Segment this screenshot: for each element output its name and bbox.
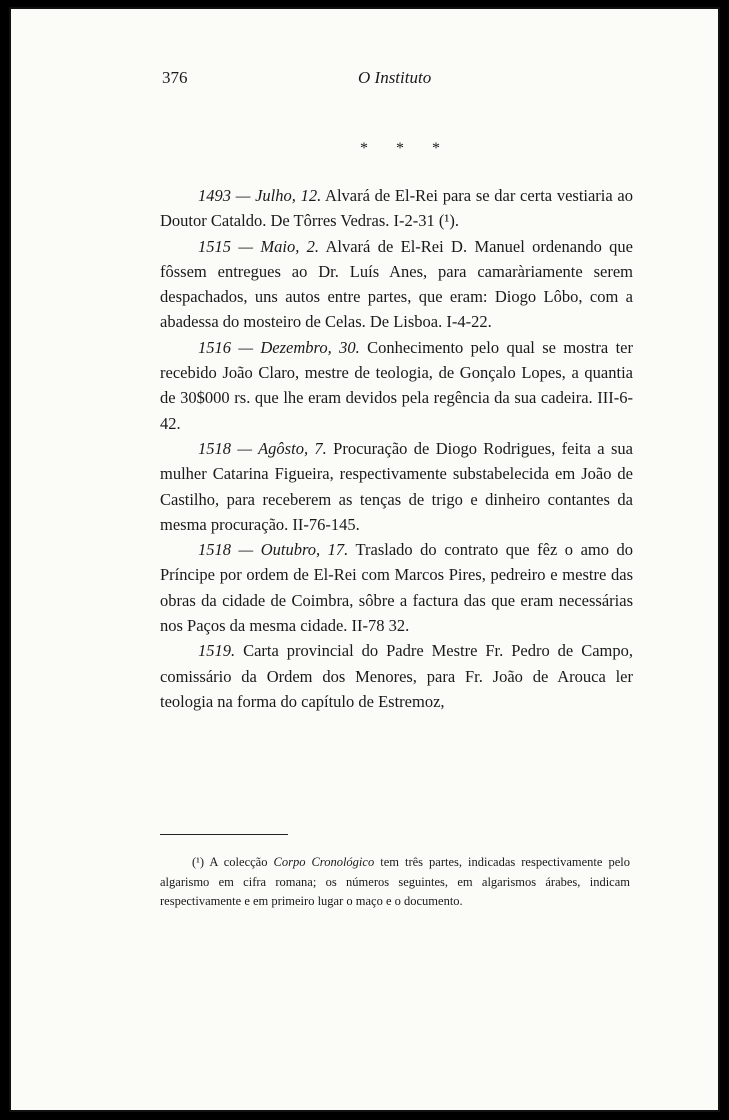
footnote-marker: (¹) [192,855,205,869]
footnote [160,853,630,912]
entry-text: Procuração de Diogo Rodrigues, feita a sua mulher Catarina Figueira, respectivamente substabelecida em João de Castilho, para receberem as tenças de trigo e dinheiro contantes da mesma procuração. II-76-145. [160,438,633,534]
entry-date: 1518 — Outubro, 17. [198,540,349,560]
entry-text: Alvará de El-Rei para se dar certa vestiaria ao Doutor Cataldo. De Tôrres Vedras. I-2-31 (¹). [160,186,633,231]
footnote-divider [160,834,288,835]
entry [160,537,633,638]
entry [160,183,633,234]
entry [160,436,633,537]
section-ornament: * * * [360,140,452,157]
document-entries [160,183,633,714]
footnote-text-end: tem três partes, indicadas respectivamente pelo algarismo em cifra romana; os números seguintes, em algarismos árabes, indicam respectivamente e em primeiro lugar o maço e o documento. [160,855,630,908]
entry-date: 1493 — Julho, 12. [198,186,322,205]
entry-date: 1519. [198,641,236,661]
entry-date: 1518 — Agôsto, 7. [198,438,327,458]
entry-date: 1516 — Dezembro, 30. [198,337,360,357]
running-title: O Instituto [358,68,432,87]
entry-text: Carta provincial do Padre Mestre Fr. Pedro de Campo, comissário da Ordem dos Menores, para Fr. João de Arouca ler teologia na forma do capítulo de Estremoz, [160,641,633,711]
entry-date: 1515 — Maio, 2. [198,236,320,256]
page-header [162,68,632,92]
entry-text: Alvará de El-Rei D. Manuel ordenando que fôssem entregues ao Dr. Luís Anes, para camaràriamente serem despachados, uns autos entre partes, que eram: Diogo Lôbo, com a abadessa do mosteiro de Celas. De Lisboa. I-4-22. [160,236,633,332]
entry-text: Traslado do contrato que fêz o amo do Príncipe por ordem de El-Rei com Marcos Pires, pedreiro e mestre das obras da cidade de Coimbra, sôbre a factura das que eram necessárias nos Paços da mesma cidade. II-78 32. [160,540,633,636]
footnote-work-title: Corpo Cronológico [273,855,375,869]
entry [160,234,633,335]
entry [160,335,633,436]
entry-text: Conhecimento pelo qual se mostra ter recebido João Claro, mestre de teologia, de Gonçalo Lopes, a quantia de 30$000 rs. que lhe eram devidos pela regência da sua cadeira. III-6-42. [160,337,633,433]
footnote-text-start: A colecção [204,855,274,869]
page-number: 376 [162,68,188,87]
entry [160,638,633,714]
